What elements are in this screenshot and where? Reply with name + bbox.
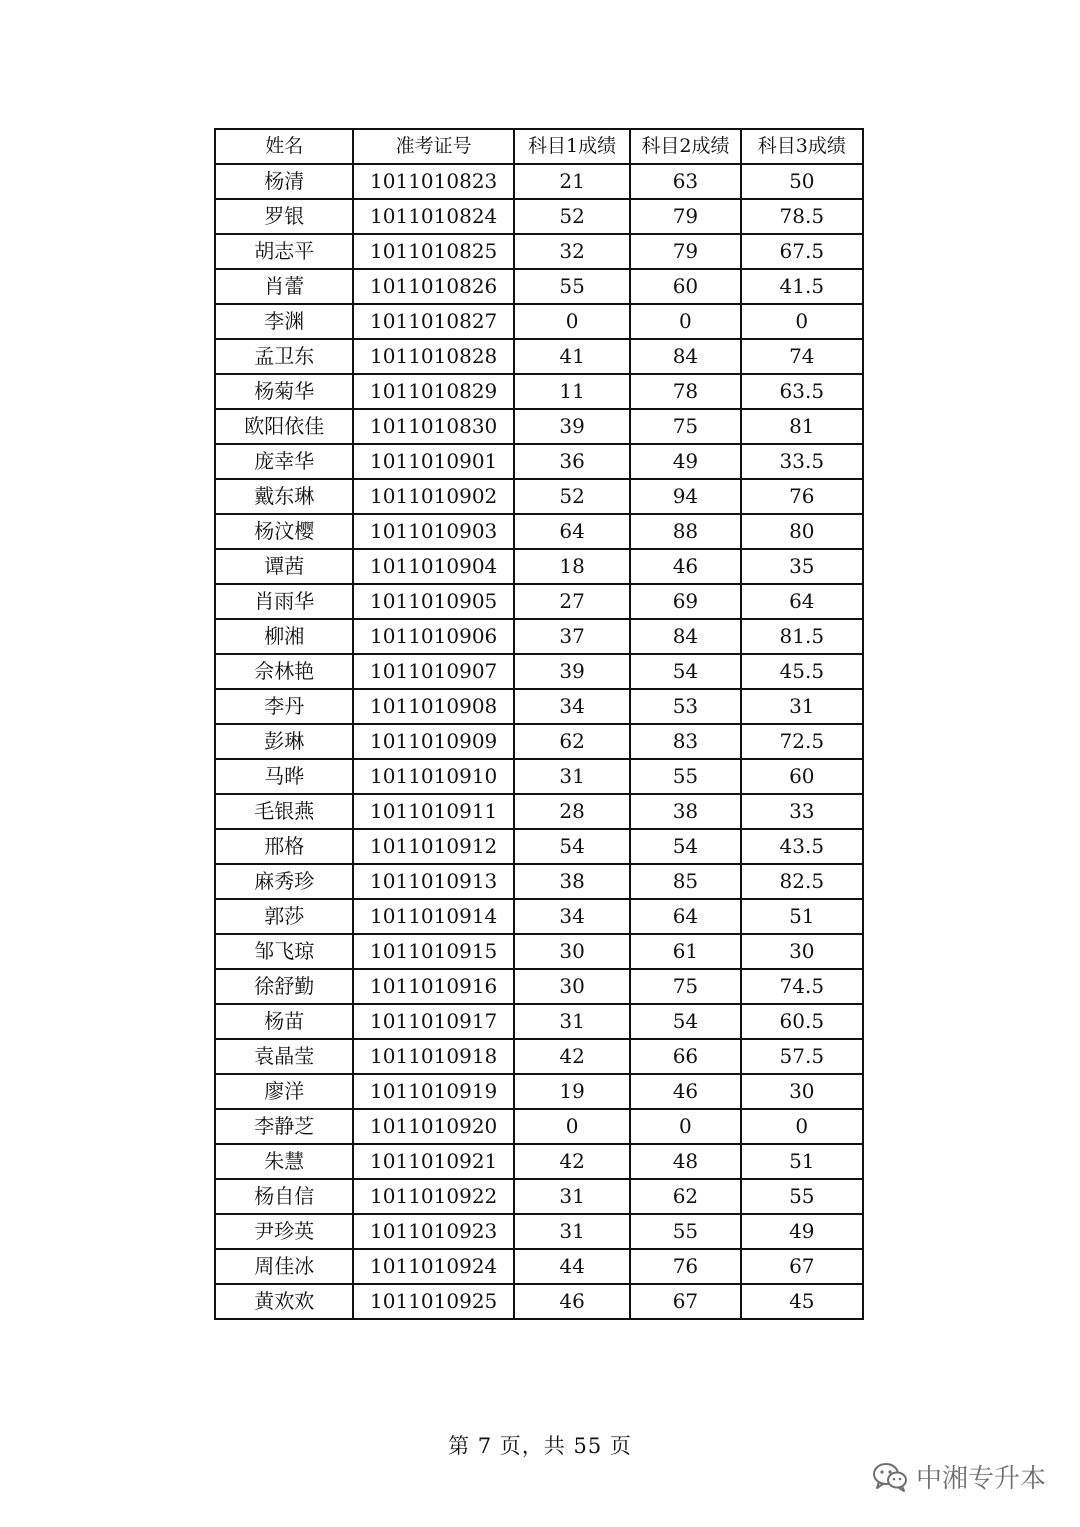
cell-name: 杨自信 bbox=[215, 1179, 353, 1214]
table-row bbox=[215, 1004, 863, 1039]
table-row bbox=[215, 1249, 863, 1284]
cell-score-1: 55 bbox=[514, 269, 630, 304]
cell-name: 周佳冰 bbox=[215, 1249, 353, 1284]
header-score-3: 科目3成绩 bbox=[741, 129, 863, 164]
cell-score-3: 67.5 bbox=[741, 234, 863, 269]
cell-exam-id: 1011010919 bbox=[353, 1074, 513, 1109]
cell-score-1: 38 bbox=[514, 864, 630, 899]
cell-name: 戴东琳 bbox=[215, 479, 353, 514]
cell-name: 柳湘 bbox=[215, 619, 353, 654]
cell-exam-id: 1011010924 bbox=[353, 1249, 513, 1284]
cell-score-3: 76 bbox=[741, 479, 863, 514]
cell-name: 邢格 bbox=[215, 829, 353, 864]
cell-score-1: 0 bbox=[514, 1109, 630, 1144]
table-row bbox=[215, 934, 863, 969]
cell-score-2: 66 bbox=[630, 1039, 740, 1074]
cell-score-3: 30 bbox=[741, 934, 863, 969]
table-row bbox=[215, 514, 863, 549]
cell-name: 毛银燕 bbox=[215, 794, 353, 829]
cell-score-2: 48 bbox=[630, 1144, 740, 1179]
cell-score-3: 57.5 bbox=[741, 1039, 863, 1074]
cell-score-1: 0 bbox=[514, 304, 630, 339]
cell-score-3: 67 bbox=[741, 1249, 863, 1284]
table-row bbox=[215, 409, 863, 444]
cell-name: 朱慧 bbox=[215, 1144, 353, 1179]
table-row bbox=[215, 234, 863, 269]
cell-score-3: 78.5 bbox=[741, 199, 863, 234]
cell-score-3: 64 bbox=[741, 584, 863, 619]
cell-score-1: 42 bbox=[514, 1039, 630, 1074]
cell-score-1: 31 bbox=[514, 1004, 630, 1039]
cell-score-2: 49 bbox=[630, 444, 740, 479]
cell-exam-id: 1011010920 bbox=[353, 1109, 513, 1144]
cell-name: 杨菊华 bbox=[215, 374, 353, 409]
cell-score-1: 34 bbox=[514, 689, 630, 724]
table-row bbox=[215, 1284, 863, 1319]
cell-exam-id: 1011010908 bbox=[353, 689, 513, 724]
cell-score-2: 54 bbox=[630, 654, 740, 689]
cell-score-2: 53 bbox=[630, 689, 740, 724]
cell-score-3: 80 bbox=[741, 514, 863, 549]
cell-name: 佘林艳 bbox=[215, 654, 353, 689]
cell-name: 尹珍英 bbox=[215, 1214, 353, 1249]
cell-exam-id: 1011010902 bbox=[353, 479, 513, 514]
cell-score-1: 39 bbox=[514, 654, 630, 689]
cell-exam-id: 1011010907 bbox=[353, 654, 513, 689]
cell-score-1: 31 bbox=[514, 1179, 630, 1214]
cell-score-3: 51 bbox=[741, 899, 863, 934]
cell-score-3: 63.5 bbox=[741, 374, 863, 409]
cell-exam-id: 1011010921 bbox=[353, 1144, 513, 1179]
cell-score-1: 18 bbox=[514, 549, 630, 584]
cell-score-1: 54 bbox=[514, 829, 630, 864]
cell-score-1: 42 bbox=[514, 1144, 630, 1179]
cell-score-2: 78 bbox=[630, 374, 740, 409]
cell-score-1: 19 bbox=[514, 1074, 630, 1109]
cell-score-1: 30 bbox=[514, 969, 630, 1004]
cell-score-2: 85 bbox=[630, 864, 740, 899]
cell-exam-id: 1011010825 bbox=[353, 234, 513, 269]
cell-score-2: 64 bbox=[630, 899, 740, 934]
header-score-1: 科目1成绩 bbox=[514, 129, 630, 164]
watermark-text: 中湘专升本 bbox=[915, 1464, 1046, 1494]
cell-exam-id: 1011010912 bbox=[353, 829, 513, 864]
cell-exam-id: 1011010828 bbox=[353, 339, 513, 374]
table-row bbox=[215, 899, 863, 934]
cell-score-3: 33.5 bbox=[741, 444, 863, 479]
cell-score-2: 79 bbox=[630, 199, 740, 234]
cell-score-1: 64 bbox=[514, 514, 630, 549]
cell-name: 李丹 bbox=[215, 689, 353, 724]
cell-score-2: 62 bbox=[630, 1179, 740, 1214]
cell-score-2: 0 bbox=[630, 304, 740, 339]
cell-score-3: 81 bbox=[741, 409, 863, 444]
cell-exam-id: 1011010823 bbox=[353, 164, 513, 199]
cell-score-3: 82.5 bbox=[741, 864, 863, 899]
cell-score-2: 54 bbox=[630, 1004, 740, 1039]
cell-name: 谭茜 bbox=[215, 549, 353, 584]
cell-exam-id: 1011010913 bbox=[353, 864, 513, 899]
cell-score-1: 52 bbox=[514, 479, 630, 514]
table-body bbox=[215, 164, 863, 1319]
table-row bbox=[215, 829, 863, 864]
cell-score-1: 46 bbox=[514, 1284, 630, 1319]
header-exam-id: 准考证号 bbox=[353, 129, 513, 164]
cell-name: 袁晶莹 bbox=[215, 1039, 353, 1074]
cell-name: 邹飞琼 bbox=[215, 934, 353, 969]
cell-score-3: 60.5 bbox=[741, 1004, 863, 1039]
cell-score-1: 37 bbox=[514, 619, 630, 654]
cell-exam-id: 1011010917 bbox=[353, 1004, 513, 1039]
cell-score-3: 60 bbox=[741, 759, 863, 794]
cell-score-2: 67 bbox=[630, 1284, 740, 1319]
table-row bbox=[215, 619, 863, 654]
table-row bbox=[215, 969, 863, 1004]
cell-score-2: 88 bbox=[630, 514, 740, 549]
cell-score-1: 21 bbox=[514, 164, 630, 199]
table-row bbox=[215, 724, 863, 759]
cell-score-1: 36 bbox=[514, 444, 630, 479]
cell-exam-id: 1011010904 bbox=[353, 549, 513, 584]
cell-score-1: 28 bbox=[514, 794, 630, 829]
cell-score-3: 49 bbox=[741, 1214, 863, 1249]
cell-name: 肖雨华 bbox=[215, 584, 353, 619]
cell-score-1: 52 bbox=[514, 199, 630, 234]
table-row bbox=[215, 304, 863, 339]
cell-name: 黄欢欢 bbox=[215, 1284, 353, 1319]
cell-name: 欧阳依佳 bbox=[215, 409, 353, 444]
cell-name: 胡志平 bbox=[215, 234, 353, 269]
cell-exam-id: 1011010905 bbox=[353, 584, 513, 619]
table-row bbox=[215, 1074, 863, 1109]
cell-exam-id: 1011010918 bbox=[353, 1039, 513, 1074]
table-row bbox=[215, 444, 863, 479]
cell-exam-id: 1011010824 bbox=[353, 199, 513, 234]
table-row bbox=[215, 654, 863, 689]
table-row bbox=[215, 1039, 863, 1074]
table-row bbox=[215, 269, 863, 304]
table-row bbox=[215, 1144, 863, 1179]
cell-exam-id: 1011010915 bbox=[353, 934, 513, 969]
cell-score-2: 46 bbox=[630, 549, 740, 584]
cell-score-1: 31 bbox=[514, 1214, 630, 1249]
table-header bbox=[215, 129, 863, 164]
cell-score-1: 11 bbox=[514, 374, 630, 409]
cell-exam-id: 1011010830 bbox=[353, 409, 513, 444]
cell-score-2: 55 bbox=[630, 1214, 740, 1249]
cell-name: 郭莎 bbox=[215, 899, 353, 934]
cell-score-2: 84 bbox=[630, 339, 740, 374]
table-row bbox=[215, 199, 863, 234]
cell-score-3: 74.5 bbox=[741, 969, 863, 1004]
cell-score-3: 0 bbox=[741, 304, 863, 339]
cell-exam-id: 1011010911 bbox=[353, 794, 513, 829]
cell-exam-id: 1011010829 bbox=[353, 374, 513, 409]
table-row bbox=[215, 864, 863, 899]
cell-score-3: 0 bbox=[741, 1109, 863, 1144]
table-row bbox=[215, 374, 863, 409]
cell-score-2: 94 bbox=[630, 479, 740, 514]
cell-score-1: 41 bbox=[514, 339, 630, 374]
cell-score-3: 50 bbox=[741, 164, 863, 199]
cell-score-2: 0 bbox=[630, 1109, 740, 1144]
cell-score-3: 45 bbox=[741, 1284, 863, 1319]
table-row bbox=[215, 1214, 863, 1249]
cell-exam-id: 1011010826 bbox=[353, 269, 513, 304]
cell-name: 杨苗 bbox=[215, 1004, 353, 1039]
cell-exam-id: 1011010922 bbox=[353, 1179, 513, 1214]
cell-score-3: 41.5 bbox=[741, 269, 863, 304]
table-row bbox=[215, 479, 863, 514]
score-table bbox=[214, 128, 864, 1320]
cell-score-1: 30 bbox=[514, 934, 630, 969]
cell-score-2: 83 bbox=[630, 724, 740, 759]
cell-score-3: 35 bbox=[741, 549, 863, 584]
header-name: 姓名 bbox=[215, 129, 353, 164]
cell-score-2: 55 bbox=[630, 759, 740, 794]
cell-name: 杨清 bbox=[215, 164, 353, 199]
cell-exam-id: 1011010903 bbox=[353, 514, 513, 549]
cell-score-2: 79 bbox=[630, 234, 740, 269]
cell-name: 肖蕾 bbox=[215, 269, 353, 304]
cell-score-3: 45.5 bbox=[741, 654, 863, 689]
cell-score-1: 44 bbox=[514, 1249, 630, 1284]
cell-name: 彭琳 bbox=[215, 724, 353, 759]
cell-name: 杨汶樱 bbox=[215, 514, 353, 549]
cell-exam-id: 1011010910 bbox=[353, 759, 513, 794]
table-row bbox=[215, 339, 863, 374]
cell-score-1: 34 bbox=[514, 899, 630, 934]
cell-score-3: 74 bbox=[741, 339, 863, 374]
cell-score-2: 60 bbox=[630, 269, 740, 304]
table-row bbox=[215, 794, 863, 829]
cell-name: 徐舒勤 bbox=[215, 969, 353, 1004]
cell-score-3: 51 bbox=[741, 1144, 863, 1179]
header-row bbox=[215, 129, 863, 164]
table-row bbox=[215, 759, 863, 794]
cell-score-2: 38 bbox=[630, 794, 740, 829]
cell-score-3: 55 bbox=[741, 1179, 863, 1214]
cell-score-1: 32 bbox=[514, 234, 630, 269]
cell-name: 麻秀珍 bbox=[215, 864, 353, 899]
cell-exam-id: 1011010914 bbox=[353, 899, 513, 934]
cell-score-3: 33 bbox=[741, 794, 863, 829]
cell-name: 孟卫东 bbox=[215, 339, 353, 374]
cell-score-2: 76 bbox=[630, 1249, 740, 1284]
cell-exam-id: 1011010925 bbox=[353, 1284, 513, 1319]
cell-score-2: 75 bbox=[630, 969, 740, 1004]
cell-name: 马晔 bbox=[215, 759, 353, 794]
cell-score-2: 61 bbox=[630, 934, 740, 969]
cell-name: 庞幸华 bbox=[215, 444, 353, 479]
cell-exam-id: 1011010906 bbox=[353, 619, 513, 654]
page-number: 第 7 页，共 55 页 bbox=[448, 1434, 632, 1458]
table-row bbox=[215, 549, 863, 584]
cell-name: 李静芝 bbox=[215, 1109, 353, 1144]
cell-exam-id: 1011010909 bbox=[353, 724, 513, 759]
cell-exam-id: 1011010916 bbox=[353, 969, 513, 1004]
cell-score-2: 54 bbox=[630, 829, 740, 864]
cell-score-3: 43.5 bbox=[741, 829, 863, 864]
cell-score-1: 62 bbox=[514, 724, 630, 759]
table-row bbox=[215, 164, 863, 199]
cell-name: 李渊 bbox=[215, 304, 353, 339]
cell-score-2: 84 bbox=[630, 619, 740, 654]
watermark bbox=[872, 1458, 1046, 1495]
table-row bbox=[215, 584, 863, 619]
cell-score-1: 31 bbox=[514, 759, 630, 794]
cell-exam-id: 1011010901 bbox=[353, 444, 513, 479]
cell-score-3: 81.5 bbox=[741, 619, 863, 654]
cell-name: 罗银 bbox=[215, 199, 353, 234]
cell-score-2: 69 bbox=[630, 584, 740, 619]
cell-score-2: 63 bbox=[630, 164, 740, 199]
cell-exam-id: 1011010827 bbox=[353, 304, 513, 339]
table-row bbox=[215, 1179, 863, 1214]
cell-score-1: 39 bbox=[514, 409, 630, 444]
cell-score-3: 30 bbox=[741, 1074, 863, 1109]
table-row bbox=[215, 1109, 863, 1144]
cell-score-3: 72.5 bbox=[741, 724, 863, 759]
cell-score-2: 75 bbox=[630, 409, 740, 444]
cell-score-1: 27 bbox=[514, 584, 630, 619]
table-row bbox=[215, 689, 863, 724]
cell-exam-id: 1011010923 bbox=[353, 1214, 513, 1249]
header-score-2: 科目2成绩 bbox=[630, 129, 740, 164]
cell-score-3: 31 bbox=[741, 689, 863, 724]
cell-score-2: 46 bbox=[630, 1074, 740, 1109]
cell-name: 廖洋 bbox=[215, 1074, 353, 1109]
wechat-icon bbox=[872, 1461, 908, 1493]
